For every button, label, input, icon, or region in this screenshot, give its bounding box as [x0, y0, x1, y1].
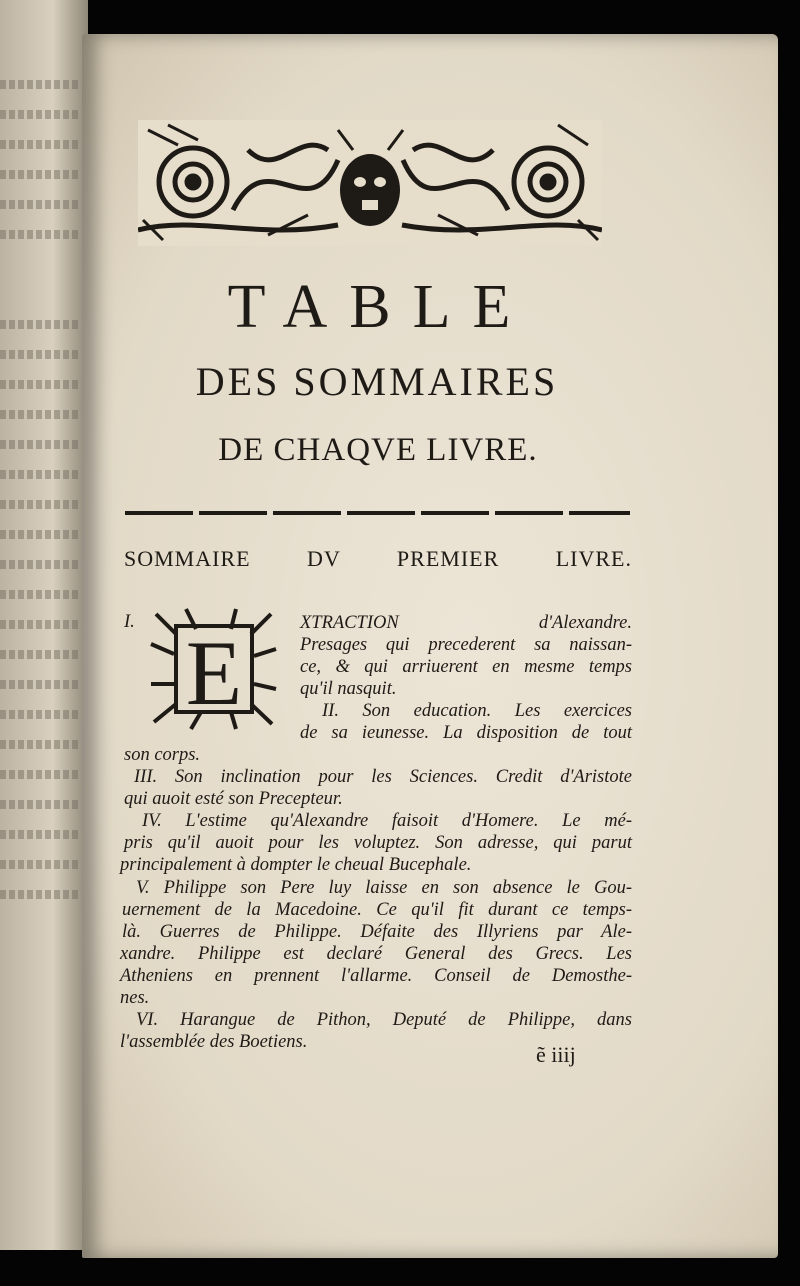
woodcut-headpiece-ornament — [138, 120, 602, 246]
text-line: qui auoit esté son Precepteur. — [124, 789, 343, 809]
text-line: VI. Harangue de Pithon, Deputé de Philippe, dans — [136, 1010, 632, 1030]
page-subtitle-2: DE CHAQVE LIVRE. — [218, 432, 538, 468]
text-line: uernement de la Macedoine. Ce qu'il fit durant ce temps- — [122, 900, 632, 920]
page-subtitle: DES SOMMAIRES — [195, 359, 559, 404]
text-line: ce, & qui arriuerent en mesme temps — [300, 657, 632, 677]
text-line: l'assemblée des Boetiens. — [120, 1032, 308, 1052]
facing-page-edge — [0, 0, 88, 1250]
text-line: qu'il nasquit. — [300, 679, 397, 699]
divider-rule — [125, 511, 630, 515]
text-line: III. Son inclination pour les Sciences. Credit d'Aristote — [134, 767, 632, 787]
text-line: principalement à dompter le cheual Bucephale. — [120, 855, 472, 875]
item-number-i: I. — [124, 612, 135, 632]
text-line: II. Son education. Les exercices — [322, 701, 632, 721]
text-line: xandre. Philippe est declaré General des Grecs. Les — [120, 944, 632, 964]
text-line: V. Philippe son Pere luy laisse en son absence le Gou- — [136, 878, 632, 898]
text-line: XTRACTION d'Alexandre. — [300, 613, 632, 633]
text-line: Presages qui precederent sa naissan- — [300, 635, 632, 655]
text-line: IV. L'estime qu'Alexandre faisoit d'Homere. Le mé- — [142, 811, 632, 831]
text-line: là. Guerres de Philippe. Défaite des Illyriens par Ale- — [122, 922, 632, 942]
drop-cap-letter: E — [185, 622, 243, 724]
text-line: pris qu'il auoit pour les voluptez. Son adresse, qui parut — [124, 833, 632, 853]
page-title: TABLE — [227, 273, 533, 341]
text-line: nes. — [120, 988, 150, 1008]
text-line: Atheniens en prennent l'allarme. Conseil de Demosthe- — [120, 966, 632, 986]
text-line: de sa ieunesse. La disposition de tout — [300, 723, 632, 743]
signature-mark: ẽ iiij — [536, 1042, 576, 1067]
drop-cap-e-ornament — [146, 604, 282, 734]
text-line: son corps. — [124, 745, 201, 765]
section-heading: SOMMAIRE DV PREMIER LIVRE. — [124, 546, 632, 571]
